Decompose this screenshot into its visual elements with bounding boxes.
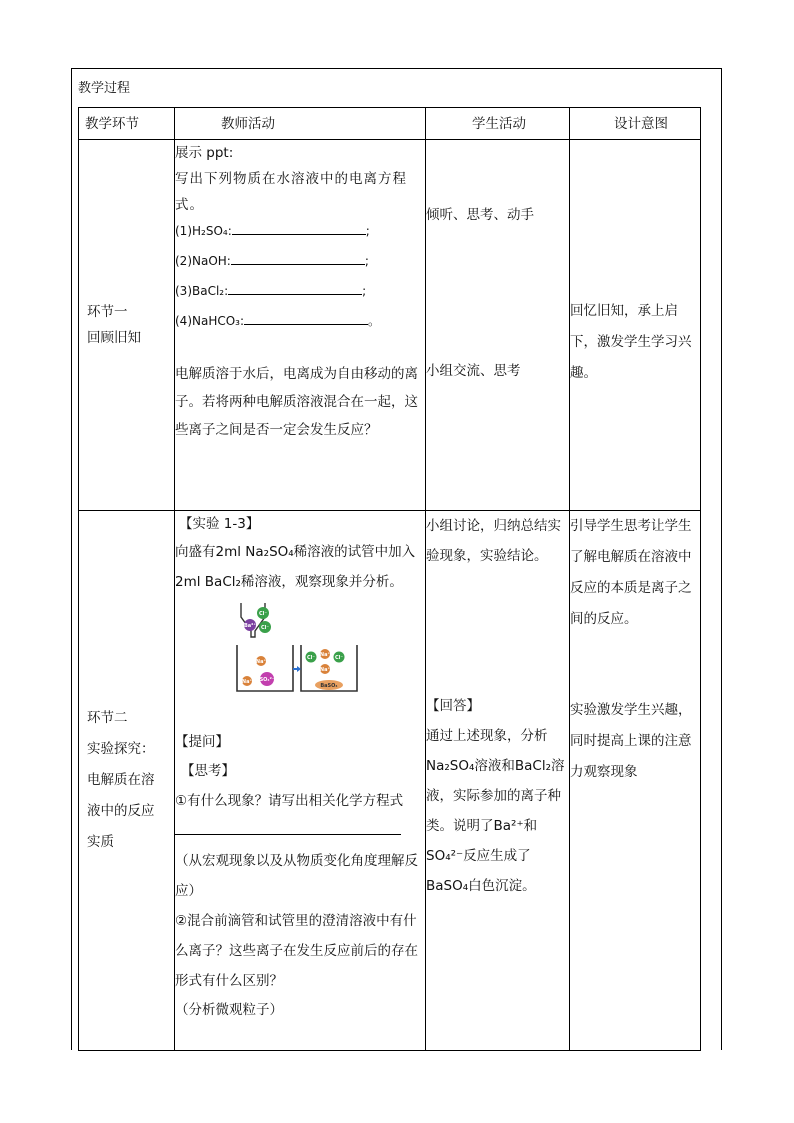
- stage-line: 环节二: [87, 710, 128, 726]
- question-text: 电解质溶于水后，电离成为自由移动的离子。若将两种电解质溶液混合在一起，这些离子之间是否一定会发生反应？: [175, 366, 418, 438]
- stage-line: 电解质在溶: [87, 772, 155, 788]
- header-teacher: 教师活动: [175, 108, 426, 140]
- teacher-cell-2: [175, 511, 426, 1051]
- intent-cell-1: [570, 140, 701, 511]
- header-student: 学生活动: [426, 108, 570, 140]
- answer-text: 通过上述现象，分析Na₂SO₄溶液和BaCl₂溶液，实际参加的离子种类。说明了Ba²⁺和SO₄²⁻反应生成了BaSO₄白色沉淀。: [426, 728, 565, 894]
- ion-label: Na⁺: [255, 659, 267, 665]
- teacher-cell-1: [175, 140, 426, 511]
- ion-label: Na⁺: [319, 652, 331, 658]
- header-stage: 教学环节: [79, 108, 175, 140]
- equation-item: (1)H₂SO₄: ;: [175, 218, 425, 244]
- ion-label: Cl⁻: [334, 655, 344, 661]
- header-intent: 设计意图: [570, 108, 701, 140]
- ion-label: Cl⁻: [258, 611, 268, 617]
- table-row: [79, 140, 701, 511]
- ion-label: Ba²⁺: [243, 623, 257, 629]
- experiment-description: 向盛有2ml Na₂SO₄稀溶液的试管中加入2ml BaCl₂稀溶液，观察现象并分析。: [175, 544, 416, 590]
- answer-title: 【回答】: [426, 698, 480, 714]
- ion-reaction-diagram: [235, 603, 360, 693]
- stage-line: 回顾旧知: [87, 330, 141, 346]
- experiment-title: 【实验 1-3】: [179, 516, 260, 532]
- stage-line: 实验探究：: [87, 741, 155, 757]
- student-discuss: 小组讨论，归纳总结实验现象，实验结论。: [426, 518, 561, 564]
- stage-cell-1: [79, 140, 175, 511]
- ion-label: Cl⁻: [260, 625, 270, 631]
- ion-label: Na⁺: [241, 679, 253, 685]
- ask-title: 【提问】: [175, 734, 229, 750]
- question-1-note: （从宏观现象以及从物质变化角度理解反应）: [175, 853, 418, 899]
- question-1: ①有什么现象？请写出相关化学方程式: [175, 786, 425, 846]
- equation-item: (3)BaCl₂: ;: [175, 278, 425, 304]
- intent-cell-2: [570, 511, 701, 1051]
- equation-item: (4)NaHCO₃: 。: [175, 308, 425, 334]
- think-title: 【思考】: [181, 763, 235, 779]
- ion-label: SO₄²⁻: [259, 677, 275, 683]
- student-cell-2: [426, 511, 570, 1051]
- show-ppt: 展示 ppt:: [175, 145, 234, 161]
- intent-text: 引导学生思考让学生了解电解质在溶液中反应的本质是离子之间的反应。: [570, 518, 692, 627]
- stage-line: 环节一: [87, 304, 128, 320]
- precipitate-label: BaSO₄: [320, 683, 338, 689]
- ion-label: Na⁺: [319, 667, 331, 673]
- question-2-note: （分析微观粒子）: [175, 1002, 283, 1018]
- task-text: 写出下列物质在水溶液中的电离方程式。: [175, 171, 407, 213]
- stage-line: 液中的反应: [87, 803, 155, 819]
- stage-cell-2: [79, 511, 175, 1051]
- question-2: ②混合前滴管和试管里的澄清溶液中有什么离子？这些离子在发生反应前后的存在形式有什么区别？: [175, 913, 418, 989]
- header-row: [79, 108, 701, 140]
- lesson-table: [78, 107, 701, 1051]
- intent-text: 实验激发学生兴趣，同时提高上课的注意力观察现象: [570, 702, 692, 780]
- frame-title: 教学过程: [78, 81, 131, 96]
- student-activity: 小组交流、思考: [426, 363, 521, 379]
- stage-line: 实质: [87, 834, 114, 850]
- equation-item: (2)NaOH: ;: [175, 248, 425, 274]
- student-cell-1: [426, 140, 570, 511]
- student-activity: 倾听、思考、动手: [426, 207, 534, 223]
- table-row: [79, 511, 701, 1051]
- intent-text: 回忆旧知，承上启下，激发学生学习兴趣。: [570, 303, 692, 381]
- ion-label: Cl⁻: [306, 655, 316, 661]
